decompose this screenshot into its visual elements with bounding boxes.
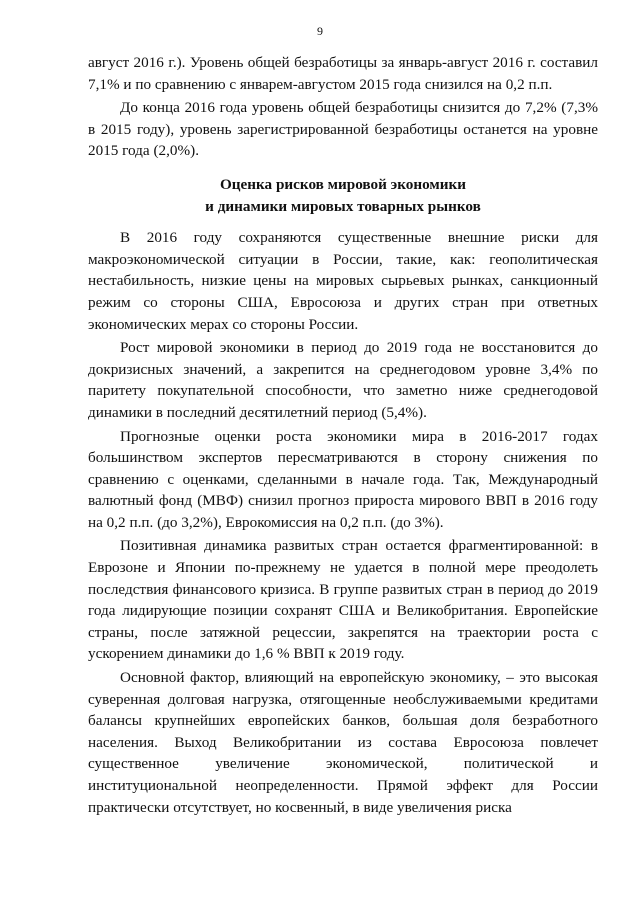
paragraph-european-factors: Основной фактор, влияющий на европейскую экономику, – это высокая суверенная долговая нагрузка, отягощенные необслуживаемыми кредитами балансы крупнейших европейских банков, большая доля безработного населения. Выход Великобритании из состава Евросоюза повлечет существенное увеличение экономической, политической и институциональной неопределенности. Прямой эффект для России практически отсутствует, но косвенный, в виде увеличения риска — [88, 669, 598, 816]
paragraph-unemployment-forecast: До конца 2016 года уровень общей безработицы снизится до 7,2% (7,3% в 2015 году), уровень зарегистрированной безработицы останется на уровне 2015 года (2,0%). — [88, 99, 598, 160]
section-heading — [88, 174, 598, 217]
page-number: 9 — [317, 24, 323, 38]
paragraph-forecast-revisions: Прогнозные оценки роста экономики мира в 2016-2017 годах большинством экспертов пересматриваются в сторону снижения по сравнению с оценками, сделанными в начале года. Так, Международный валютный фонд (МВФ) снизил прогноз прироста мирового ВВП в 2016 году на 0,2 п.п. (до 3,2%), Еврокомиссия на 0,2 п.п. (до 3%). — [88, 427, 598, 531]
paragraph-world-growth: Рост мировой экономики в период до 2019 года не восстановится до докризисных значений, а закрепится на среднегодовом уровне 3,4% по паритету покупательной способности, что заметно ниже среднегодовой динамики в последний десятилетний период (5,4%). — [88, 339, 598, 421]
section-heading-line-2: и динамики мировых товарных рынков — [205, 197, 481, 215]
paragraph-unemployment-continued: август 2016 г.). Уровень общей безработицы за январь-август 2016 г. составил 7,1% и по сравнению с январем-августом 2015 года снизился на 0,2 п.п. — [88, 54, 598, 93]
paragraph-developed-countries: Позитивная динамика развитых стран остается фрагментированной: в Еврозоне и Японии по-прежнему не удается в полной мере преодолеть последствия финансового кризиса. В группе развитых стран в период до 2019 года лидирующие позиции сохранят США и Великобритания. Европейские страны, после затяжной рецессии, закрепятся на траектории роста с ускорением динамики до 1,6 % ВВП к 2019 году. — [88, 537, 598, 663]
paragraph-external-risks: В 2016 году сохраняются существенные внешние риски для макроэкономической ситуации в России, такие, как: геополитическая нестабильность, низкие цены на мировых сырьевых рынках, санкционный режим со стороны США, Евросоюза и других стран при ответных экономических мерах со стороны России. — [88, 229, 598, 333]
section-heading-line-1: Оценка рисков мировой экономики — [219, 175, 467, 193]
document-body — [88, 52, 598, 818]
